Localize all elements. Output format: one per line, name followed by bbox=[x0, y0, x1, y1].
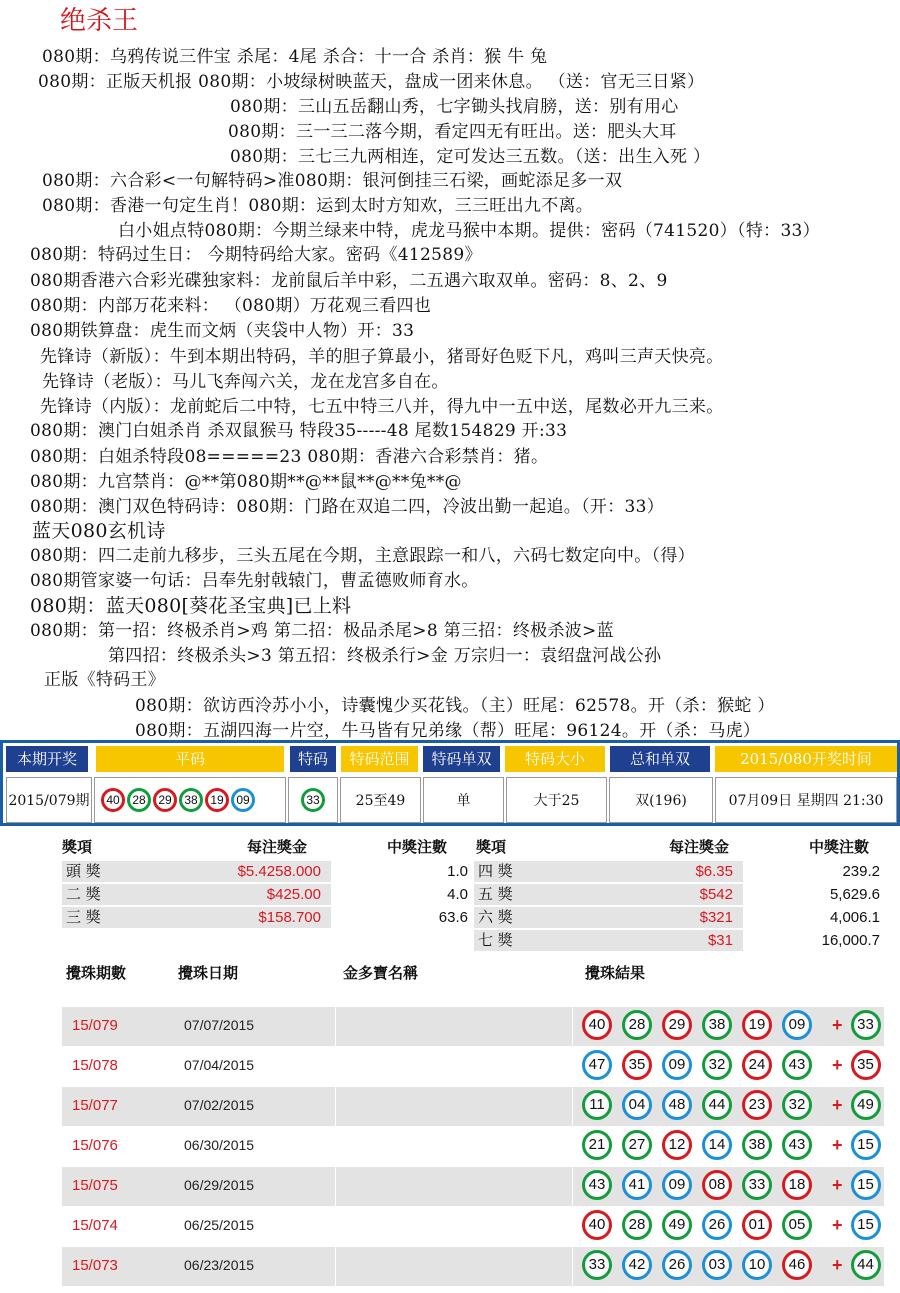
results-header-result: 攪珠結果 bbox=[585, 964, 646, 982]
column-divider bbox=[335, 1047, 336, 1086]
result-date: 06/23/2015 bbox=[184, 1257, 255, 1273]
prediction-line: 080期铁算盘：虎生而文炳（夹袋中人物）开：33 bbox=[30, 321, 415, 341]
lottery-ball: 15 bbox=[851, 1210, 881, 1240]
prediction-line: 先锋诗（新版）：牛到本期出特码，羊的胆子算最小，猪哥好色贬下凡，鸡叫三声天快亮。 bbox=[40, 347, 724, 367]
lottery-ball: 27 bbox=[622, 1130, 652, 1160]
prize-amount: $6.35 bbox=[553, 861, 743, 882]
lottery-ball: 10 bbox=[742, 1250, 772, 1280]
prize-row bbox=[62, 907, 472, 928]
lottery-ball: 48 bbox=[662, 1090, 692, 1120]
prize-header-count: 中獎注數 bbox=[387, 838, 448, 856]
prediction-line: 080期：澳门白姐杀肖 杀双鼠猴马 特段35-----48 尾数154829 开:33 bbox=[30, 421, 568, 441]
prize-count: 5,629.6 bbox=[829, 886, 880, 903]
plus-sign: + bbox=[832, 1134, 843, 1155]
prediction-line: 蓝天080玄机诗 bbox=[32, 520, 166, 542]
lottery-ball: 09 bbox=[782, 1010, 812, 1040]
prize-count: 4.0 bbox=[447, 886, 468, 903]
prediction-line: 第四招：终极杀头>3 第五招：终极杀行>金 万宗归一：袁绍盘河战公孙 bbox=[108, 646, 662, 666]
lottery-ball: 26 bbox=[662, 1250, 692, 1280]
prediction-line: 白小姐点特080期：今期兰绿来中特，虎龙马猴中本期。提供：密码（741520）（特：33） bbox=[118, 221, 820, 241]
lottery-ball: 33 bbox=[851, 1010, 881, 1040]
prize-row bbox=[474, 884, 884, 905]
prediction-line: 080期：特码过生日： 今期特码给大家。密码《412589》 bbox=[30, 245, 482, 265]
results-row bbox=[62, 1047, 884, 1086]
column-divider bbox=[572, 1087, 573, 1126]
results-header-period: 攪珠期數 bbox=[66, 964, 127, 982]
prize-name: 六 獎 bbox=[474, 907, 553, 928]
prediction-line: 080期：欲访西泠苏小小，诗囊愧少买花钱。（主）旺尾：62578。开（杀：猴蛇 ） bbox=[135, 696, 775, 716]
prediction-line: 080期：九宫禁肖：@**第080期**@**鼠**@**兔**@ bbox=[30, 472, 462, 492]
result-period: 15/075 bbox=[72, 1177, 118, 1194]
lottery-ball: 33 bbox=[301, 788, 325, 812]
result-period: 15/078 bbox=[72, 1057, 118, 1074]
draw-odd-even: 单 bbox=[423, 777, 504, 823]
prediction-line: 080期：三七三九两相连，定可发达三五数。（送：出生入死 ） bbox=[230, 147, 711, 167]
lottery-ball: 49 bbox=[662, 1210, 692, 1240]
results-row bbox=[62, 1167, 884, 1206]
results-row bbox=[62, 1087, 884, 1126]
result-date: 06/30/2015 bbox=[184, 1137, 255, 1153]
column-divider bbox=[572, 1127, 573, 1166]
draw-regular-balls bbox=[101, 788, 255, 812]
prize-header-amount: 每注獎金 bbox=[247, 838, 308, 856]
result-period: 15/074 bbox=[72, 1217, 118, 1234]
result-balls bbox=[582, 1010, 882, 1040]
lottery-ball: 09 bbox=[662, 1170, 692, 1200]
lottery-ball: 35 bbox=[622, 1050, 652, 1080]
prize-amount: $5.4258.000 bbox=[141, 861, 331, 882]
lottery-ball: 40 bbox=[582, 1210, 612, 1240]
prize-count: 63.6 bbox=[438, 909, 468, 926]
prize-count: 239.2 bbox=[842, 863, 880, 880]
prize-count: 16,000.7 bbox=[821, 932, 880, 949]
lottery-ball: 41 bbox=[622, 1170, 652, 1200]
result-date: 06/29/2015 bbox=[184, 1177, 255, 1193]
prediction-line: 080期：澳门双色特码诗：080期：门路在双追二四，冷波出勤一起追。（开：33） bbox=[30, 497, 665, 517]
column-divider bbox=[572, 1247, 573, 1286]
prize-row bbox=[474, 907, 884, 928]
draw-special-ball bbox=[301, 788, 325, 812]
draw-range: 25至49 bbox=[340, 777, 421, 823]
prize-amount: $425.00 bbox=[141, 884, 331, 905]
prediction-line: 080期：三一三二落今期，看定四无有旺出。送：肥头大耳 bbox=[228, 122, 677, 142]
prize-amount: $321 bbox=[553, 907, 743, 928]
results-header-name: 金多寶名稱 bbox=[343, 964, 419, 982]
lottery-ball: 03 bbox=[702, 1250, 732, 1280]
lottery-ball: 28 bbox=[622, 1010, 652, 1040]
header-sum-odd-even: 总和单双 bbox=[610, 746, 710, 772]
lottery-ball: 28 bbox=[127, 788, 151, 812]
lottery-ball: 43 bbox=[782, 1130, 812, 1160]
prize-amount: $31 bbox=[553, 930, 743, 951]
lottery-ball: 38 bbox=[742, 1130, 772, 1160]
lottery-ball: 01 bbox=[742, 1210, 772, 1240]
lottery-ball: 28 bbox=[622, 1210, 652, 1240]
draw-period: 2015/079期 bbox=[6, 777, 92, 823]
lottery-ball: 47 bbox=[582, 1050, 612, 1080]
lottery-ball: 38 bbox=[702, 1010, 732, 1040]
prediction-line: 080期：正版天机报 080期：小坡绿树映蓝天，盘成一团来休息。 （送：官无三日紧） bbox=[38, 72, 705, 92]
column-divider bbox=[335, 1207, 336, 1246]
lottery-ball: 42 bbox=[622, 1250, 652, 1280]
lottery-ball: 09 bbox=[662, 1050, 692, 1080]
header-next-draw-time: 2015/080开奖时间 bbox=[715, 746, 897, 772]
lottery-ball: 49 bbox=[851, 1090, 881, 1120]
prize-name: 三 獎 bbox=[62, 907, 141, 928]
column-divider bbox=[572, 1047, 573, 1086]
draw-next-time: 07月09日 星期四 21:30 bbox=[715, 777, 897, 823]
prediction-line: 080期：三山五岳翻山秀，七字锄头找肩膀，送：别有用心 bbox=[230, 97, 679, 117]
lottery-ball: 15 bbox=[851, 1130, 881, 1160]
column-divider bbox=[335, 1247, 336, 1286]
prize-count: 1.0 bbox=[447, 863, 468, 880]
result-period: 15/076 bbox=[72, 1137, 118, 1154]
prize-name: 五 獎 bbox=[474, 884, 553, 905]
prediction-line: 080期：乌鸦传说三件宝 杀尾：4尾 杀合：十一合 杀肖：猴 牛 兔 bbox=[42, 47, 548, 67]
result-date: 07/04/2015 bbox=[184, 1057, 255, 1073]
lottery-ball: 19 bbox=[205, 788, 229, 812]
lottery-ball: 35 bbox=[851, 1050, 881, 1080]
result-balls bbox=[582, 1170, 882, 1200]
prize-name: 七 獎 bbox=[474, 930, 553, 951]
draw-header-row bbox=[3, 743, 897, 773]
header-current-draw: 本期开奖 bbox=[6, 746, 88, 772]
draw-special-ball-cell bbox=[288, 777, 338, 823]
header-special-range: 特码范围 bbox=[341, 746, 418, 772]
prediction-line: 080期：六合彩<一句解特码>准080期：银河倒挂三石梁，画蛇添足多一双 bbox=[42, 171, 623, 191]
result-date: 06/25/2015 bbox=[184, 1217, 255, 1233]
lottery-ball: 26 bbox=[702, 1210, 732, 1240]
result-period: 15/073 bbox=[72, 1257, 118, 1274]
lottery-ball: 44 bbox=[851, 1250, 881, 1280]
prize-header-count: 中獎注數 bbox=[809, 838, 870, 856]
column-divider bbox=[335, 1167, 336, 1206]
lottery-ball: 38 bbox=[179, 788, 203, 812]
lottery-ball: 29 bbox=[662, 1010, 692, 1040]
draw-summary-table bbox=[0, 740, 900, 826]
draw-regular-balls-cell bbox=[94, 777, 286, 823]
results-row bbox=[62, 1247, 884, 1286]
draw-size: 大于25 bbox=[506, 777, 607, 823]
column-divider bbox=[335, 1127, 336, 1166]
column-divider bbox=[572, 1007, 573, 1046]
lottery-ball: 09 bbox=[231, 788, 255, 812]
header-special-odd-even: 特码单双 bbox=[423, 746, 500, 772]
prize-count: 4,006.1 bbox=[829, 909, 880, 926]
lottery-ball: 32 bbox=[702, 1050, 732, 1080]
result-date: 07/02/2015 bbox=[184, 1097, 255, 1113]
prize-amount: $542 bbox=[553, 884, 743, 905]
prediction-line: 080期：白姐杀特段08=====23 080期：香港六合彩禁肖：猪。 bbox=[30, 447, 549, 467]
prediction-line: 正版《特码王》 bbox=[44, 670, 166, 690]
prediction-line: 080期：四二走前九移步，三头五尾在今期，主意跟踪一和八，六码七数定向中。（得） bbox=[30, 546, 695, 566]
column-divider bbox=[572, 1207, 573, 1246]
result-balls bbox=[582, 1050, 882, 1080]
plus-sign: + bbox=[832, 1094, 843, 1115]
prize-header-name: 獎項 bbox=[476, 838, 507, 856]
prize-header-name: 獎項 bbox=[62, 838, 93, 856]
lottery-ball: 18 bbox=[782, 1170, 812, 1200]
plus-sign: + bbox=[832, 1054, 843, 1075]
lottery-ball: 19 bbox=[742, 1010, 772, 1040]
prediction-line: 080期：香港一句定生肖！080期：运到太时方知欢，三三旺出九不离。 bbox=[42, 196, 594, 216]
prediction-line: 080期：蓝天080[葵花圣宝典]已上料 bbox=[30, 595, 352, 617]
prize-row bbox=[62, 884, 472, 905]
lottery-ball: 11 bbox=[582, 1090, 612, 1120]
prize-row bbox=[474, 930, 884, 951]
result-balls bbox=[582, 1090, 882, 1120]
prize-row bbox=[474, 861, 884, 882]
lottery-ball: 40 bbox=[582, 1010, 612, 1040]
lottery-ball: 40 bbox=[101, 788, 125, 812]
prediction-line: 先锋诗（老版）：马儿飞奔闯六关，龙在龙宫多自在。 bbox=[42, 372, 449, 392]
page-title: 绝杀王 bbox=[60, 6, 139, 36]
column-divider bbox=[572, 1167, 573, 1206]
lottery-ball: 04 bbox=[622, 1090, 652, 1120]
prize-header-amount: 每注獎金 bbox=[669, 838, 730, 856]
plus-sign: + bbox=[832, 1174, 843, 1195]
plus-sign: + bbox=[832, 1214, 843, 1235]
result-balls bbox=[582, 1210, 882, 1240]
column-divider bbox=[335, 1007, 336, 1046]
prediction-line: 080期管家婆一句话：吕奉先射戟辕门，曹孟德败师育水。 bbox=[30, 571, 479, 591]
prediction-line: 080期：五湖四海一片空，牛马皆有兄弟缘（帮）旺尾：96124。开（杀：马虎） bbox=[135, 721, 761, 741]
lottery-ball: 08 bbox=[702, 1170, 732, 1200]
draw-sum: 双(196) bbox=[609, 777, 713, 823]
result-balls bbox=[582, 1250, 882, 1280]
lottery-ball: 33 bbox=[582, 1250, 612, 1280]
lottery-ball: 23 bbox=[742, 1090, 772, 1120]
results-header-date: 攪珠日期 bbox=[178, 964, 239, 982]
lottery-ball: 43 bbox=[582, 1170, 612, 1200]
lottery-ball: 44 bbox=[702, 1090, 732, 1120]
prediction-line: 080期：第一招：终极杀肖>鸡 第二招：极品杀尾>8 第三招：终极杀波>蓝 bbox=[30, 621, 614, 641]
draw-data-row bbox=[3, 777, 897, 823]
lottery-ball: 29 bbox=[153, 788, 177, 812]
prediction-line: 先锋诗（内版）：龙前蛇后二中特，七五中特三八并，得九中一五中送，尾数必开九三来。 bbox=[40, 397, 724, 417]
lottery-ball: 46 bbox=[782, 1250, 812, 1280]
prize-name: 頭 獎 bbox=[62, 861, 141, 882]
header-regular-numbers: 平码 bbox=[96, 746, 284, 772]
result-period: 15/079 bbox=[72, 1017, 118, 1034]
lottery-ball: 05 bbox=[782, 1210, 812, 1240]
lottery-ball: 14 bbox=[702, 1130, 732, 1160]
lottery-ball: 33 bbox=[742, 1170, 772, 1200]
column-divider bbox=[335, 1087, 336, 1126]
prediction-line: 080期：内部万花来料： （080期）万花观三看四也 bbox=[30, 296, 432, 316]
result-balls bbox=[582, 1130, 882, 1160]
header-special-number: 特码 bbox=[290, 746, 336, 772]
result-period: 15/077 bbox=[72, 1097, 118, 1114]
lottery-ball: 15 bbox=[851, 1170, 881, 1200]
result-date: 07/07/2015 bbox=[184, 1017, 255, 1033]
prize-row bbox=[62, 861, 472, 882]
prize-amount: $158.700 bbox=[141, 907, 331, 928]
lottery-ball: 12 bbox=[662, 1130, 692, 1160]
prediction-line: 080期香港六合彩光碟独家料：龙前鼠后羊中彩，二五遇六取双单。密码：8、2、9 bbox=[30, 271, 668, 291]
prize-name: 四 獎 bbox=[474, 861, 553, 882]
header-special-size: 特码大小 bbox=[505, 746, 605, 772]
results-row bbox=[62, 1007, 884, 1046]
results-row bbox=[62, 1127, 884, 1166]
results-row bbox=[62, 1207, 884, 1246]
plus-sign: + bbox=[832, 1014, 843, 1035]
lottery-ball: 24 bbox=[742, 1050, 772, 1080]
plus-sign: + bbox=[832, 1254, 843, 1275]
lottery-ball: 21 bbox=[582, 1130, 612, 1160]
lottery-ball: 43 bbox=[782, 1050, 812, 1080]
prize-name: 二 獎 bbox=[62, 884, 141, 905]
lottery-ball: 32 bbox=[782, 1090, 812, 1120]
